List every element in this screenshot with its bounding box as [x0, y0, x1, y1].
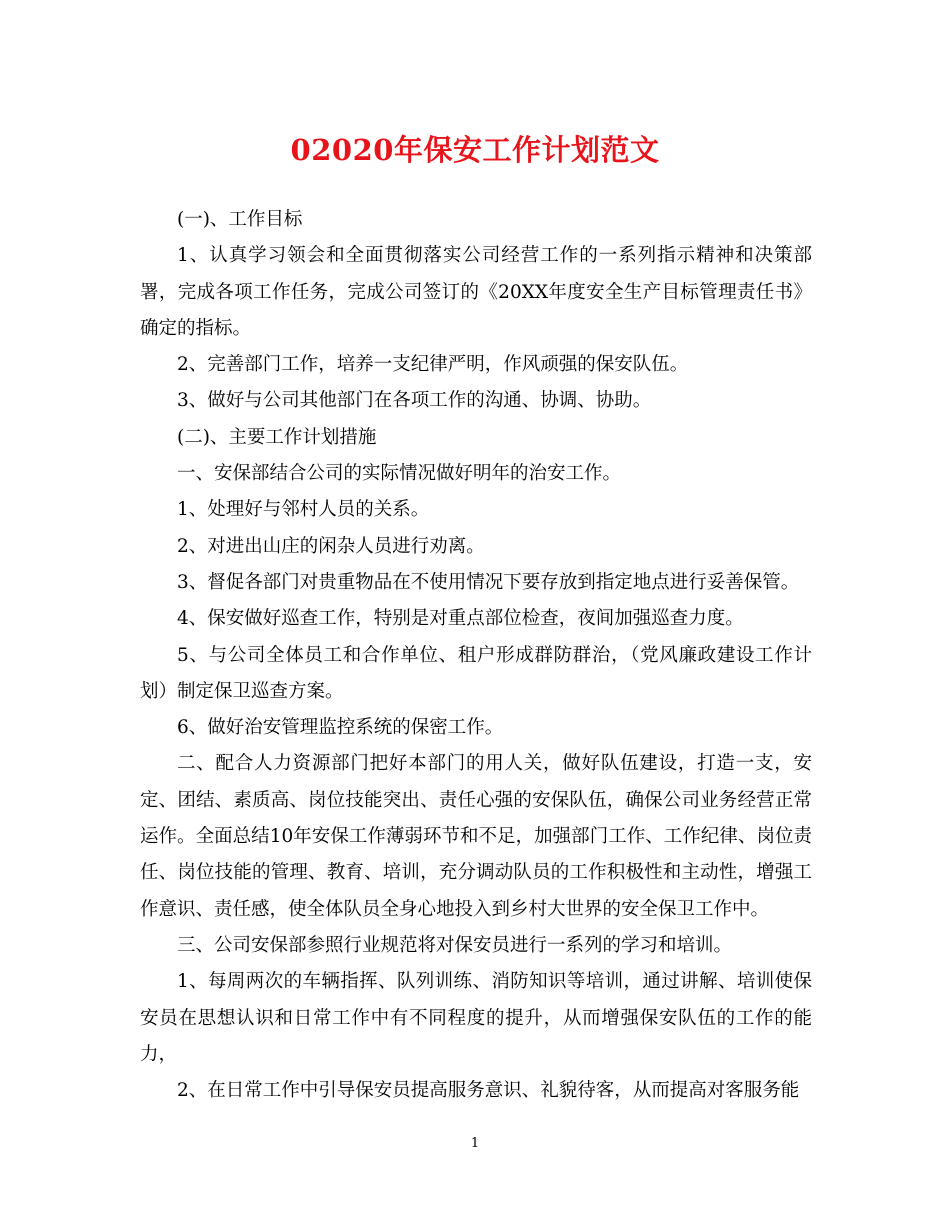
- paragraph: 3、督促各部门对贵重物品在不使用情况下要存放到指定地点进行妥善保管。: [177, 571, 800, 593]
- paragraph: 2、在日常工作中引导保安员提高服务意识、礼貌待客，从而提高对客服务能: [177, 1080, 800, 1102]
- paragraph: 5、与公司全体员工和合作单位、租户形成群防群治，（党风廉政建设工作计划）制定保卫巡查方案。: [140, 644, 812, 702]
- paragraph: 1、认真学习领会和全面贯彻落实公司经营工作的一系列指示精神和决策部署，完成各项工作任务，完成公司签订的《20XX年度安全生产目标管理责任书》确定的指标。: [140, 245, 812, 339]
- paragraph: 二、配合人力资源部门把好本部门的用人关，做好队伍建设，打造一支，安定、团结、素质高、岗位技能突出、责任心强的安保队伍，确保公司业务经营正常运作。全面总结10年安保工作薄弱环节和不足，加强部门工作、工作纪律、岗位责任、岗位技能的管理、教育、培训，充分调动队员的工作积极性和主动性，增强工作意识、责任感，使全体队员全身心地投入到乡村大世界的安全保卫工作中。: [140, 753, 812, 920]
- section-heading-goals: (一)、工作目标: [177, 209, 303, 230]
- paragraph: 6、做好治安管理监控系统的保密工作。: [177, 717, 504, 739]
- paragraph: 4、保安做好巡查工作，特别是对重点部位检查，夜间加强巡查力度。: [177, 608, 744, 630]
- paragraph: 3、做好与公司其他部门在各项工作的沟通、协调、协助。: [177, 390, 652, 412]
- paragraph: 三、公司安保部参照行业规范将对保安员进行一系列的学习和培训。: [177, 934, 733, 956]
- paragraph: 一、安保部结合公司的实际情况做好明年的治安工作。: [177, 463, 622, 485]
- document-title: 02020年保安工作计划范文: [290, 133, 660, 167]
- paragraph: 2、对进出山庄的闲杂人员进行劝离。: [177, 535, 485, 557]
- paragraph: 1、处理好与邻村人员的关系。: [177, 499, 430, 521]
- paragraph: 1、每周两次的车辆指挥、队列训练、消防知识等培训，通过讲解、培训使保安员在思想认识和日常工作中有不同程度的提升，从而增强保安队伍的工作的能力，: [140, 971, 812, 1065]
- paragraph: 2、完善部门工作，培养一支纪律严明，作风顽强的保安队伍。: [177, 354, 689, 376]
- page-number: 1: [470, 1136, 480, 1151]
- document-body: [140, 202, 812, 1109]
- section-heading-measures: (二)、主要工作计划措施: [177, 426, 377, 448]
